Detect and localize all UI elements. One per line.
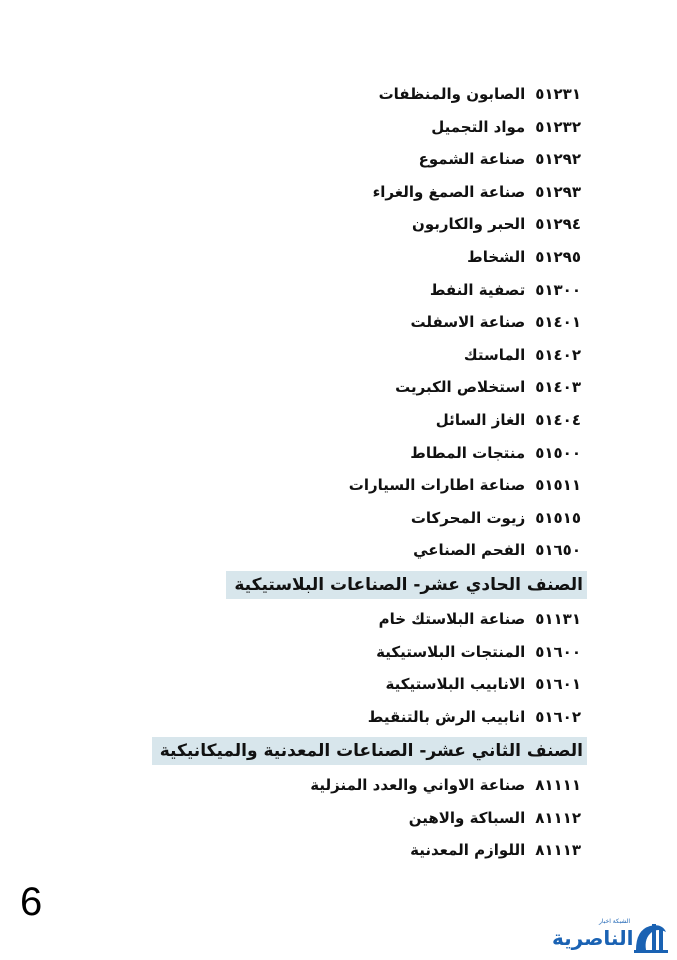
list-item: [151, 603, 581, 636]
item-label: المنتجات البلاستيكية: [376, 642, 526, 661]
list-item: [151, 502, 581, 535]
list-item: [151, 208, 581, 241]
list-item: [151, 371, 581, 404]
item-label: الانابيب البلاستيكية: [385, 675, 526, 694]
list-item: [151, 306, 581, 339]
item-label: صناعة البلاستك خام: [378, 609, 526, 628]
item-code: ٥١٢٣٢: [535, 117, 581, 136]
list-item: [151, 802, 581, 835]
watermark-logo: [552, 918, 670, 956]
item-label: استخلاص الكبريت: [395, 378, 526, 397]
list-item: [151, 176, 581, 209]
item-code: ٥١٢٩٥: [535, 247, 581, 266]
item-label: انابيب الرش بالتنقيط: [367, 707, 526, 726]
item-label: الحبر والكاربون: [412, 215, 526, 234]
list-item: [151, 769, 581, 802]
item-code: ٥١٤٠٢: [535, 345, 581, 364]
item-label: الصابون والمنظفات: [378, 85, 526, 103]
list-item: [151, 636, 581, 669]
list-item: [151, 78, 581, 111]
item-label: اللوازم المعدنية: [410, 841, 526, 860]
item-code: ٥١٦٥٠: [535, 541, 581, 560]
list-item: [151, 437, 581, 470]
logo-icon: [632, 920, 670, 954]
item-code: ٥١٦٠٠: [535, 642, 581, 661]
item-label: مواد التجميل: [431, 117, 526, 136]
item-label: صناعة اطارات السيارات: [348, 476, 526, 495]
section-header-wrap: [151, 567, 581, 603]
list-item: [151, 241, 581, 274]
list-item: [151, 274, 581, 307]
item-code: ٥١١٣١: [535, 609, 581, 628]
item-code: ٥١٥١١: [535, 476, 581, 495]
item-label: السباكة والاهين: [408, 808, 526, 827]
item-code: ٥١٢٣١: [535, 85, 581, 103]
list-item: [151, 339, 581, 372]
item-label: تصفية النفط: [429, 280, 526, 299]
item-code: ٥١٢٩٤: [535, 215, 581, 234]
item-code: ٥١٥٠٠: [535, 443, 581, 462]
page-number: 6: [20, 880, 43, 924]
section-header-wrap: [151, 733, 581, 769]
industry-list: [151, 78, 581, 867]
list-item: [151, 701, 581, 734]
item-code: ٥١٤٠١: [535, 313, 581, 332]
item-code: ٥١٦٠٢: [535, 707, 581, 726]
list-item: [151, 469, 581, 502]
section-title-metal: الصنف الثاني عشر- الصناعات المعدنية والميكانيكية: [152, 737, 587, 765]
item-code: ٥١٢٩٢: [535, 150, 581, 169]
item-code: ٥١٦٠١: [535, 675, 581, 694]
list-item: [151, 111, 581, 144]
item-label: منتجات المطاط: [410, 443, 526, 462]
list-item: [151, 834, 581, 867]
watermark-text: الناصرية: [552, 926, 634, 950]
list-item: [151, 143, 581, 176]
item-label: زيوت المحركات: [410, 508, 526, 527]
item-label: الفحم الصناعي: [413, 541, 526, 560]
section-title-plastics: الصنف الحادي عشر- الصناعات البلاستيكية: [226, 571, 587, 599]
item-label: صناعة الشموع: [418, 150, 526, 169]
item-label: الغاز السائل: [435, 410, 526, 429]
item-label: الشخاط: [467, 247, 526, 266]
item-code: ٨١١١٢: [535, 808, 581, 827]
item-code: ٥١٤٠٣: [535, 378, 581, 397]
item-label: صناعة الصمغ والغراء: [372, 182, 526, 201]
item-code: ٥١٣٠٠: [535, 280, 581, 299]
list-item: [151, 404, 581, 437]
item-code: ٥١٥١٥: [535, 508, 581, 527]
item-code: ٥١٤٠٤: [535, 410, 581, 429]
item-code: ٨١١١٣: [535, 841, 581, 860]
item-code: ٥١٢٩٣: [535, 182, 581, 201]
item-label: الماستك: [463, 345, 526, 364]
list-item: [151, 534, 581, 567]
watermark-small-text: الشبكة اخبار: [598, 918, 630, 925]
item-label: صناعة الاسفلت: [410, 313, 526, 332]
item-label: صناعة الاواني والعدد المنزلية: [310, 776, 526, 795]
list-item: [151, 668, 581, 701]
item-code: ٨١١١١: [535, 776, 581, 795]
